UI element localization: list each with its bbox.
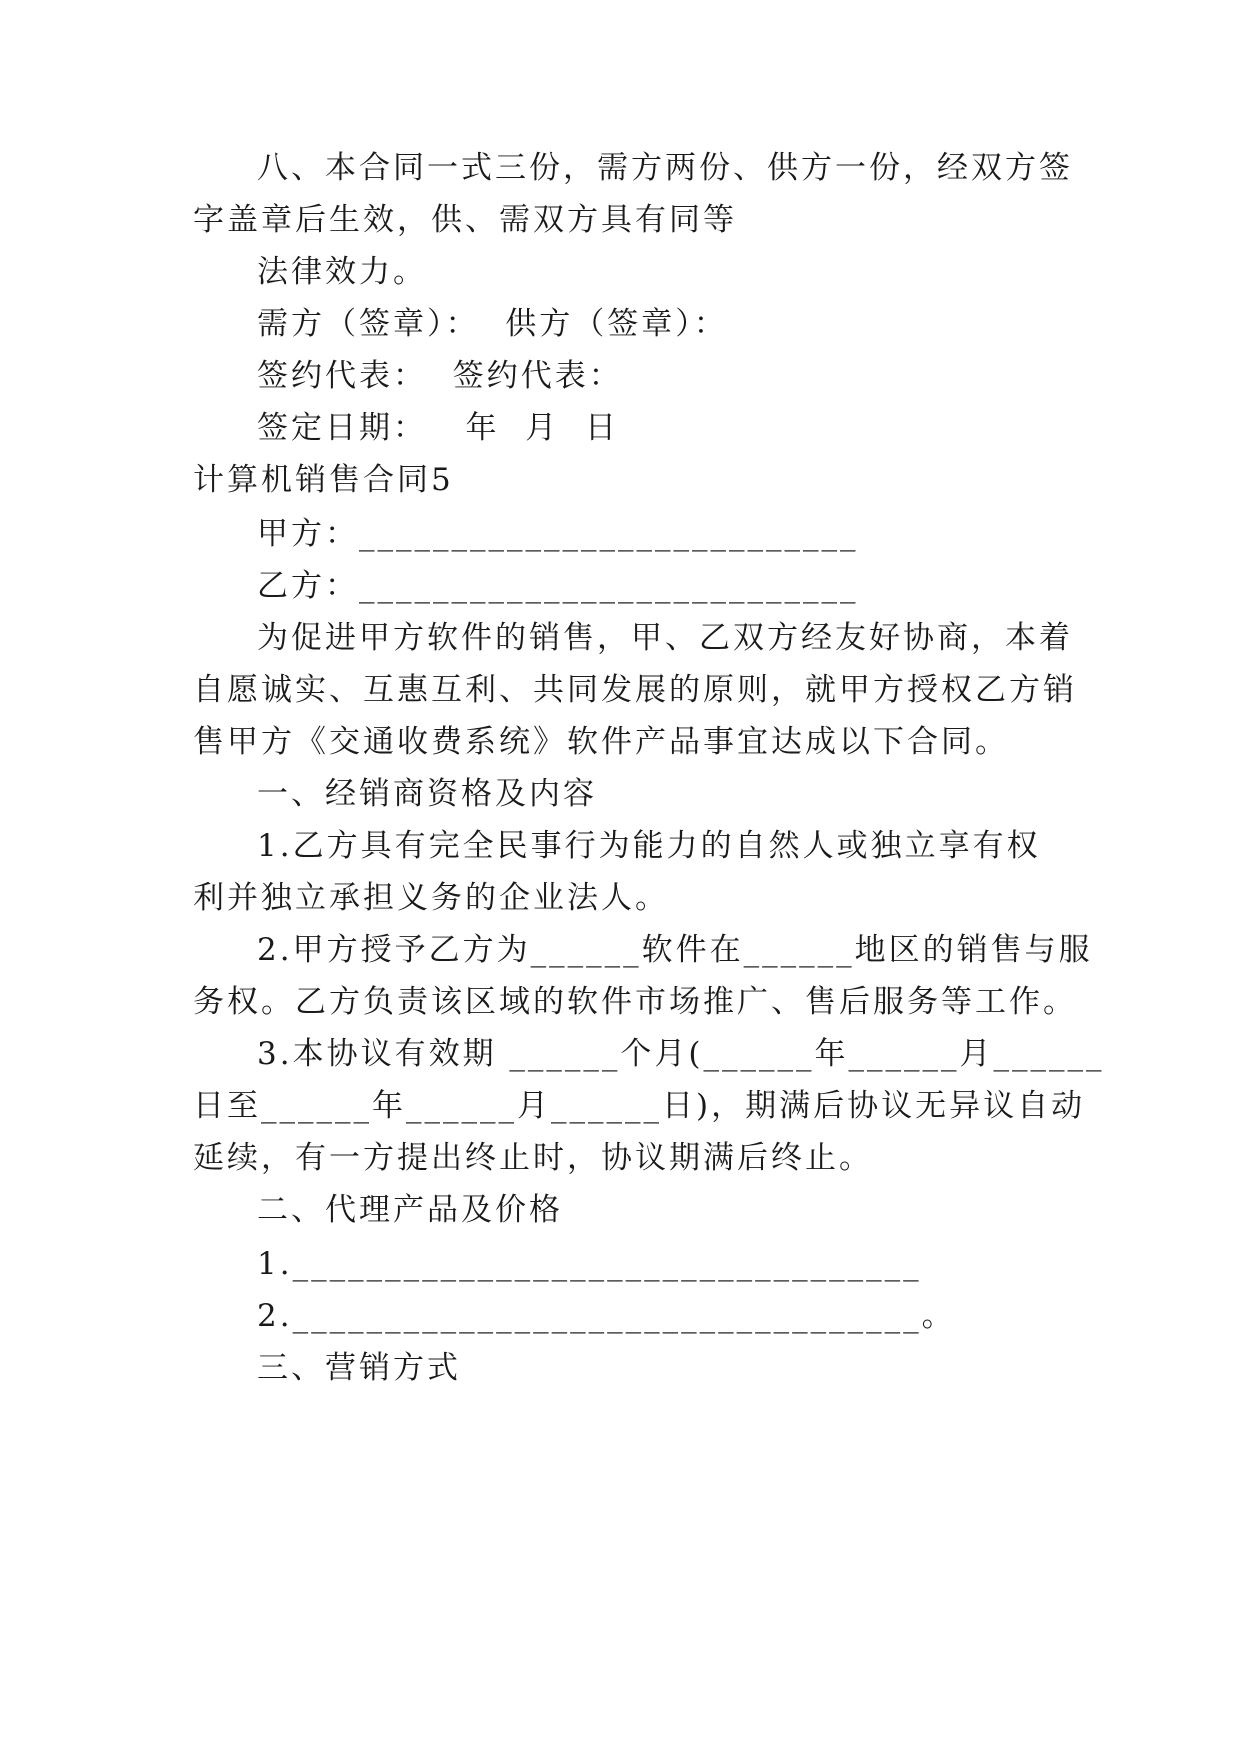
item-1-2-line-1: 2.甲方授予乙方为______软件在______地区的销售与服: [257, 932, 1093, 968]
item-1-1-line-1: 1.乙方具有完全民事行为能力的自然人或独立享有权: [257, 828, 1041, 864]
party-a-line: 甲方：___________________________: [257, 516, 859, 552]
item-1-1-line-2: 利并独立承担义务的企业法人。: [193, 880, 669, 916]
preamble-line-2: 自愿诚实、互惠互利、共同发展的原则，就甲方授权乙方销: [193, 672, 1077, 708]
preamble-line-1: 为促进甲方软件的销售，甲、乙双方经友好协商，本着: [257, 620, 1073, 656]
clause-8-line-1: 八、本合同一式三份，需方两份、供方一份，经双方签: [257, 150, 1073, 186]
item-1-2-line-2: 务权。乙方负责该区域的软件市场推广、售后服务等工作。: [193, 984, 1077, 1020]
item-1-3-line-1: 3.本协议有效期 ______个月(______年______月______: [257, 1036, 1105, 1072]
section-3-heading: 三、营销方式: [257, 1350, 461, 1386]
party-b-line: 乙方：___________________________: [257, 568, 859, 604]
clause-8-line-3: 法律效力。: [257, 254, 427, 290]
item-1-3-line-2: 日至______年______月______日)，期满后协议无异议自动: [193, 1088, 1086, 1124]
contract-title: 计算机销售合同5: [193, 462, 454, 498]
signing-date-line: 签定日期： 年 月 日: [257, 410, 619, 446]
signing-representatives-line: 签约代表： 签约代表：: [257, 358, 623, 394]
preamble-line-3: 售甲方《交通收费系统》软件产品事宜达成以下合同。: [193, 724, 1009, 760]
signature-parties-line: 需方（签章）： 供方（签章）：: [257, 306, 728, 342]
item-2-1-line: 1.__________________________________: [257, 1246, 922, 1282]
item-2-2-line: 2.__________________________________。: [257, 1298, 956, 1334]
item-1-3-line-3: 延续，有一方提出终止时，协议期满后终止。: [193, 1140, 873, 1176]
clause-8-line-2: 字盖章后生效，供、需双方具有同等: [193, 202, 737, 238]
section-2-heading: 二、代理产品及价格: [257, 1192, 563, 1228]
section-1-heading: 一、经销商资格及内容: [257, 776, 597, 812]
